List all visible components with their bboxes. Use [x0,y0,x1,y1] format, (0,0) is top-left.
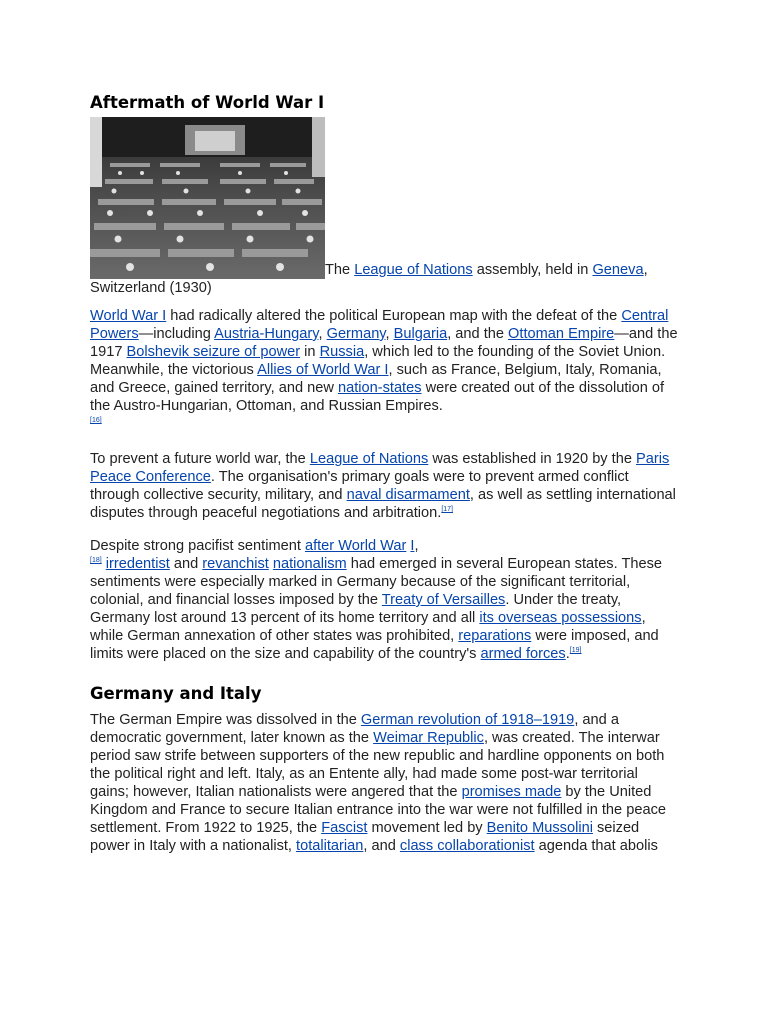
link-naval-disarmament[interactable]: naval disarmament [346,487,470,503]
section-heading-aftermath: Aftermath of World War I [90,93,325,112]
section-heading-germany-italy: Germany and Italy [90,684,262,703]
link-benito-mussolini[interactable]: Benito Mussolini [486,820,593,836]
link-weimar-republic[interactable]: Weimar Republic [373,730,484,746]
link-world-war-i[interactable]: World War I [90,308,167,324]
link-germany[interactable]: Germany [326,326,386,342]
assembly-hall-photo[interactable] [90,117,325,279]
link-geneva[interactable]: Geneva [592,262,644,278]
paragraph-postwar-map: World War I had radically altered the political European map with the defeat of the Central Powers—including Austria-Hungary, Germany, Bulgaria, and the Ottoman Empire—and the 1917 Bolshevik seizure of power in Russia, which led to the founding of the Soviet Union. Meanwhile, the victorious Allies of World War I, such as France, Belgium, Italy, Romania, and Greece, gained territory, and new nation-states were created out of the dissolution of the Austro-Hungarian, Ottoman, and Russian Empires. [16] [90,308,678,425]
citation-18[interactable]: [18] [90,557,102,565]
link-after-world-war[interactable]: after World War [304,538,407,554]
link-armed-forces[interactable]: armed forces [480,646,566,662]
link-central-powers[interactable]: Central Powers [90,308,669,342]
link-revanchist[interactable]: revanchist [202,556,269,572]
link-ottoman-empire[interactable]: Ottoman Empire [508,326,615,342]
paragraph-league-of-nations: To prevent a future world war, the League of Nations was established in 1920 by the Paris Peace Conference. The organisation's primary goals were to prevent armed conflict through collective security, military, and naval disarmament, as well as settling international disputes through peaceful negotiations and arbitration.[17] [90,451,676,521]
citation-17[interactable]: [17] [441,506,453,514]
link-bolshevik-seizure[interactable]: Bolshevik seizure of power [126,344,301,360]
link-league-of-nations-2[interactable]: League of Nations [309,451,429,467]
link-league-of-nations[interactable]: League of Nations [354,262,473,278]
link-class-collaborationist[interactable]: class collaborationist [399,838,535,854]
citation-19[interactable]: [19] [569,647,582,655]
link-russia[interactable]: Russia [319,344,365,360]
link-austria-hungary[interactable]: Austria-Hungary [214,326,319,342]
figure-with-caption: The League of Nations assembly, held in Geneva, Switzerland (1930) [90,117,680,297]
link-world-war-i-numeral[interactable]: I [410,538,415,554]
link-allies-of-world-war-i[interactable]: Allies of World War I [257,362,389,378]
article [90,92,680,855]
link-irredentist[interactable]: irredentist [105,556,170,572]
citation-16[interactable]: [16] [90,417,102,425]
link-reparations[interactable]: reparations [458,628,532,644]
link-overseas-possessions[interactable]: its overseas possessions [479,610,642,626]
paragraph-germany-italy: The German Empire was dissolved in the German revolution of 1918–1919, and a democratic government, later known as the Weimar Republic, was created. The interwar period saw strife between supporters of the new republic and hardline opponents on both the political right and left. Italy, as an Entente ally, had made some post-war territorial gains; however, Italian nationalists were angered that the promises made by the United Kingdom and France to secure Italian entrance into the war were not fulfilled in the peace settlement. From 1922 to 1925, the Fascist movement led by Benito Mussolini seized power in Italy with a nationalist, totalitarian, and class collaborationist agenda that abolis [90,712,666,854]
link-fascist[interactable]: Fascist [321,820,368,836]
link-totalitarian[interactable]: totalitarian [296,838,364,854]
link-bulgaria[interactable]: Bulgaria [393,326,448,342]
link-treaty-of-versailles[interactable]: Treaty of Versailles [381,592,506,608]
link-german-revolution[interactable]: German revolution of 1918–1919 [360,712,575,728]
link-nationalism[interactable]: nationalism [272,556,347,572]
link-nation-states[interactable]: nation-states [337,380,422,396]
paragraph-nationalism: Despite strong pacifist sentiment after World War I, [18] irredentist and revanchist nationalism had emerged in several European states. These sentiments were especially marked in Germany because of the significant territorial, colonial, and financial losses imposed by the Treaty of Versailles. Under the treaty, Germany lost around 13 percent of its home territory and all its overseas possessions, while German annexation of other states was prohibited, reparations were imposed, and limits were placed on the size and capability of the country's armed forces.[19] [90,538,663,662]
link-promises-made[interactable]: promises made [461,784,562,800]
link-paris-peace-conference[interactable]: Paris Peace Conference [90,451,670,485]
